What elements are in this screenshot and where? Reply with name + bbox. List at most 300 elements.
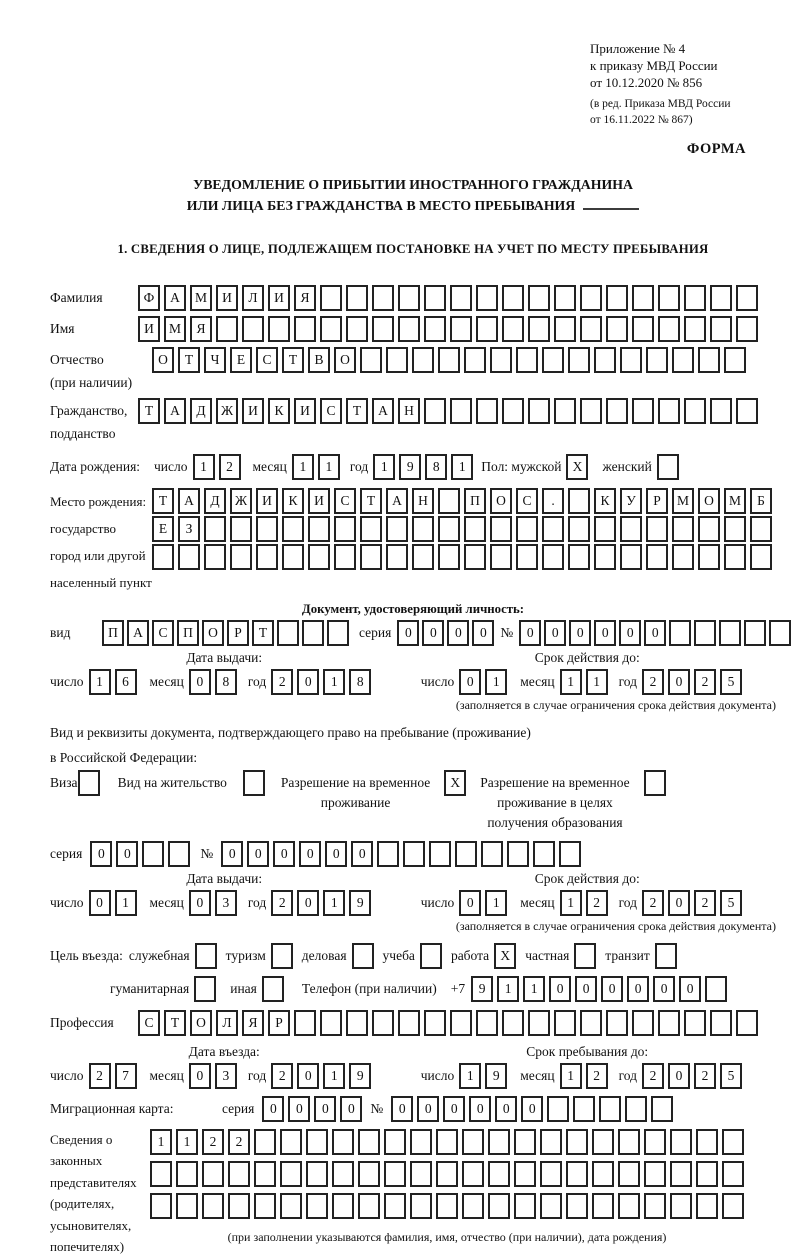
char-cell[interactable]: Т [178,347,200,373]
char-cell[interactable] [606,316,628,342]
char-cell[interactable]: 1 [115,890,137,916]
checkbox-male[interactable]: X [566,454,588,480]
char-cell[interactable]: 0 [262,1096,284,1122]
char-cell[interactable]: Т [252,620,274,646]
char-cell[interactable] [438,488,460,514]
char-cell[interactable] [488,1129,510,1155]
char-cell[interactable]: 0 [221,841,243,867]
char-cell[interactable] [736,285,758,311]
char-cell[interactable] [528,1010,550,1036]
char-cell[interactable] [592,1193,614,1219]
char-cell[interactable]: А [164,285,186,311]
char-cell[interactable]: 0 [472,620,494,646]
char-cell[interactable]: 1 [292,454,314,480]
char-cell[interactable] [320,285,342,311]
char-cell[interactable] [528,398,550,424]
char-cell[interactable] [230,544,252,570]
char-cell[interactable]: 0 [443,1096,465,1122]
char-cell[interactable] [696,1193,718,1219]
char-cell[interactable] [710,398,732,424]
char-cell[interactable]: У [620,488,642,514]
char-cell[interactable]: О [190,1010,212,1036]
char-cell[interactable] [384,1193,406,1219]
char-cell[interactable]: 0 [247,841,269,867]
char-cell[interactable]: 2 [694,669,716,695]
char-cell[interactable] [542,347,564,373]
char-cell[interactable] [142,841,164,867]
char-cell[interactable] [254,1193,276,1219]
char-cell[interactable] [277,620,299,646]
char-cell[interactable]: Д [204,488,226,514]
char-cell[interactable]: 0 [297,669,319,695]
char-cell[interactable]: 0 [594,620,616,646]
char-cell[interactable]: О [202,620,224,646]
char-cell[interactable] [436,1129,458,1155]
char-cell[interactable] [566,1161,588,1187]
char-cell[interactable] [507,841,529,867]
char-cell[interactable] [618,1193,640,1219]
char-cell[interactable] [204,544,226,570]
char-cell[interactable]: 9 [471,976,493,1002]
char-cell[interactable] [202,1193,224,1219]
char-cell[interactable] [514,1129,536,1155]
char-cell[interactable] [204,516,226,542]
checkbox-transit[interactable] [655,943,677,969]
char-cell[interactable]: 1 [373,454,395,480]
char-cell[interactable]: 2 [228,1129,250,1155]
char-cell[interactable] [410,1161,432,1187]
char-cell[interactable]: 1 [485,890,507,916]
char-cell[interactable] [620,516,642,542]
char-cell[interactable]: 0 [575,976,597,1002]
char-cell[interactable] [254,1129,276,1155]
char-cell[interactable]: 2 [642,1063,664,1089]
char-cell[interactable]: 1 [485,669,507,695]
char-cell[interactable]: 1 [318,454,340,480]
char-cell[interactable]: 1 [89,669,111,695]
char-cell[interactable] [658,285,680,311]
char-cell[interactable] [398,316,420,342]
char-cell[interactable] [632,398,654,424]
char-cell[interactable] [644,1129,666,1155]
char-cell[interactable]: 2 [89,1063,111,1089]
char-cell[interactable]: С [256,347,278,373]
char-cell[interactable]: Е [152,516,174,542]
char-cell[interactable] [750,544,772,570]
char-cell[interactable] [410,1193,432,1219]
char-cell[interactable]: 2 [271,890,293,916]
char-cell[interactable]: 0 [668,669,690,695]
char-cell[interactable]: 0 [314,1096,336,1122]
char-cell[interactable]: В [308,347,330,373]
char-cell[interactable]: А [372,398,394,424]
checkbox-tourism[interactable] [271,943,293,969]
char-cell[interactable]: Т [138,398,160,424]
char-cell[interactable] [178,544,200,570]
char-cell[interactable] [568,488,590,514]
char-cell[interactable] [644,1193,666,1219]
char-cell[interactable]: 9 [399,454,421,480]
char-cell[interactable] [386,516,408,542]
char-cell[interactable] [372,1010,394,1036]
char-cell[interactable]: 0 [325,841,347,867]
char-cell[interactable] [516,516,538,542]
char-cell[interactable] [658,1010,680,1036]
char-cell[interactable] [256,516,278,542]
char-cell[interactable] [644,1161,666,1187]
char-cell[interactable] [744,620,766,646]
char-cell[interactable]: 0 [601,976,623,1002]
char-cell[interactable]: 2 [642,669,664,695]
char-cell[interactable] [176,1193,198,1219]
char-cell[interactable] [594,544,616,570]
char-cell[interactable]: Р [268,1010,290,1036]
char-cell[interactable] [710,316,732,342]
char-cell[interactable] [476,1010,498,1036]
char-cell[interactable]: Т [282,347,304,373]
char-cell[interactable] [384,1161,406,1187]
char-cell[interactable]: Д [190,398,212,424]
char-cell[interactable]: 2 [271,1063,293,1089]
checkbox-other[interactable] [262,976,284,1002]
char-cell[interactable] [412,516,434,542]
char-cell[interactable]: 0 [417,1096,439,1122]
char-cell[interactable] [280,1129,302,1155]
char-cell[interactable] [455,841,477,867]
char-cell[interactable]: М [672,488,694,514]
char-cell[interactable] [516,544,538,570]
char-cell[interactable]: Ж [230,488,252,514]
char-cell[interactable] [736,316,758,342]
char-cell[interactable]: И [256,488,278,514]
char-cell[interactable]: 1 [459,1063,481,1089]
char-cell[interactable] [282,516,304,542]
char-cell[interactable]: И [242,398,264,424]
char-cell[interactable] [646,516,668,542]
char-cell[interactable] [719,620,741,646]
char-cell[interactable] [698,347,720,373]
char-cell[interactable]: Т [360,488,382,514]
char-cell[interactable] [672,544,694,570]
char-cell[interactable] [566,1129,588,1155]
char-cell[interactable] [372,316,394,342]
char-cell[interactable]: 0 [116,841,138,867]
checkbox-study[interactable] [420,943,442,969]
char-cell[interactable] [438,347,460,373]
char-cell[interactable]: 8 [349,669,371,695]
char-cell[interactable] [386,347,408,373]
char-cell[interactable]: 0 [351,841,373,867]
char-cell[interactable]: 0 [273,841,295,867]
char-cell[interactable]: А [178,488,200,514]
char-cell[interactable]: 5 [720,1063,742,1089]
char-cell[interactable] [554,398,576,424]
char-cell[interactable]: 0 [189,669,211,695]
char-cell[interactable] [464,544,486,570]
char-cell[interactable] [646,347,668,373]
char-cell[interactable] [651,1096,673,1122]
char-cell[interactable]: 0 [297,890,319,916]
char-cell[interactable] [332,1129,354,1155]
char-cell[interactable] [592,1161,614,1187]
char-cell[interactable]: С [516,488,538,514]
char-cell[interactable] [308,544,330,570]
char-cell[interactable]: 2 [586,890,608,916]
char-cell[interactable] [216,316,238,342]
checkbox-edu-residence-permit[interactable] [644,770,666,796]
char-cell[interactable]: 1 [193,454,215,480]
char-cell[interactable] [450,398,472,424]
char-cell[interactable] [658,316,680,342]
char-cell[interactable] [646,544,668,570]
char-cell[interactable] [450,316,472,342]
char-cell[interactable] [698,516,720,542]
char-cell[interactable] [488,1161,510,1187]
checkbox-visa[interactable] [78,770,100,796]
char-cell[interactable]: 9 [349,1063,371,1089]
char-cell[interactable]: 2 [271,669,293,695]
char-cell[interactable]: С [152,620,174,646]
char-cell[interactable] [242,316,264,342]
char-cell[interactable]: П [102,620,124,646]
char-cell[interactable] [705,976,727,1002]
char-cell[interactable] [490,347,512,373]
char-cell[interactable]: Р [646,488,668,514]
char-cell[interactable] [306,1129,328,1155]
char-cell[interactable] [542,544,564,570]
checkbox-temp-residence-permit[interactable]: X [444,770,466,796]
char-cell[interactable] [403,841,425,867]
char-cell[interactable] [670,1161,692,1187]
char-cell[interactable] [580,316,602,342]
char-cell[interactable] [228,1193,250,1219]
char-cell[interactable] [502,1010,524,1036]
char-cell[interactable] [540,1193,562,1219]
char-cell[interactable] [724,544,746,570]
char-cell[interactable] [696,1129,718,1155]
char-cell[interactable]: С [320,398,342,424]
char-cell[interactable]: П [177,620,199,646]
char-cell[interactable] [554,1010,576,1036]
char-cell[interactable] [360,544,382,570]
char-cell[interactable] [502,398,524,424]
char-cell[interactable] [320,316,342,342]
char-cell[interactable] [516,347,538,373]
char-cell[interactable] [462,1129,484,1155]
char-cell[interactable] [412,544,434,570]
char-cell[interactable] [302,620,324,646]
char-cell[interactable] [528,285,550,311]
char-cell[interactable] [672,347,694,373]
char-cell[interactable]: 1 [176,1129,198,1155]
char-cell[interactable] [268,316,290,342]
char-cell[interactable]: 2 [694,1063,716,1089]
char-cell[interactable] [450,285,472,311]
char-cell[interactable] [514,1193,536,1219]
char-cell[interactable] [360,347,382,373]
char-cell[interactable] [436,1193,458,1219]
char-cell[interactable]: 1 [323,890,345,916]
char-cell[interactable]: 0 [644,620,666,646]
checkbox-humanitarian[interactable] [194,976,216,1002]
char-cell[interactable]: 1 [523,976,545,1002]
char-cell[interactable] [568,544,590,570]
char-cell[interactable] [554,316,576,342]
char-cell[interactable] [438,516,460,542]
char-cell[interactable]: К [268,398,290,424]
char-cell[interactable] [750,516,772,542]
char-cell[interactable]: 0 [340,1096,362,1122]
checkbox-residence-permit[interactable] [243,770,265,796]
char-cell[interactable]: 0 [90,841,112,867]
char-cell[interactable]: 0 [422,620,444,646]
char-cell[interactable]: 0 [544,620,566,646]
char-cell[interactable]: 0 [288,1096,310,1122]
char-cell[interactable]: 0 [299,841,321,867]
char-cell[interactable] [398,285,420,311]
char-cell[interactable] [606,1010,628,1036]
char-cell[interactable] [618,1161,640,1187]
char-cell[interactable]: 1 [560,890,582,916]
char-cell[interactable]: Т [152,488,174,514]
char-cell[interactable] [320,1010,342,1036]
char-cell[interactable] [606,285,628,311]
char-cell[interactable]: К [594,488,616,514]
char-cell[interactable]: 3 [215,1063,237,1089]
char-cell[interactable] [436,1161,458,1187]
char-cell[interactable]: 1 [323,669,345,695]
char-cell[interactable]: . [542,488,564,514]
char-cell[interactable]: С [138,1010,160,1036]
char-cell[interactable] [476,398,498,424]
char-cell[interactable]: И [216,285,238,311]
char-cell[interactable] [625,1096,647,1122]
char-cell[interactable]: Ф [138,285,160,311]
char-cell[interactable]: М [164,316,186,342]
char-cell[interactable]: 0 [495,1096,517,1122]
char-cell[interactable]: 8 [215,669,237,695]
char-cell[interactable]: 0 [679,976,701,1002]
char-cell[interactable] [568,516,590,542]
char-cell[interactable] [632,1010,654,1036]
char-cell[interactable] [514,1161,536,1187]
char-cell[interactable]: 0 [521,1096,543,1122]
char-cell[interactable]: М [190,285,212,311]
char-cell[interactable]: 1 [497,976,519,1002]
char-cell[interactable] [580,1010,602,1036]
char-cell[interactable]: 0 [619,620,641,646]
char-cell[interactable]: И [268,285,290,311]
char-cell[interactable] [568,347,590,373]
char-cell[interactable] [462,1161,484,1187]
char-cell[interactable] [736,1010,758,1036]
char-cell[interactable]: 5 [720,890,742,916]
char-cell[interactable] [424,285,446,311]
char-cell[interactable] [386,544,408,570]
char-cell[interactable]: 0 [668,1063,690,1089]
char-cell[interactable] [592,1129,614,1155]
char-cell[interactable]: О [334,347,356,373]
char-cell[interactable]: К [282,488,304,514]
char-cell[interactable] [410,1129,432,1155]
char-cell[interactable] [230,516,252,542]
char-cell[interactable] [306,1193,328,1219]
char-cell[interactable]: 0 [459,669,481,695]
char-cell[interactable] [384,1129,406,1155]
char-cell[interactable] [372,285,394,311]
char-cell[interactable] [632,285,654,311]
char-cell[interactable]: Я [190,316,212,342]
char-cell[interactable]: А [127,620,149,646]
char-cell[interactable] [618,1129,640,1155]
char-cell[interactable] [412,347,434,373]
char-cell[interactable]: 3 [215,890,237,916]
char-cell[interactable] [554,285,576,311]
char-cell[interactable]: 2 [202,1129,224,1155]
char-cell[interactable]: 0 [469,1096,491,1122]
char-cell[interactable]: 0 [297,1063,319,1089]
char-cell[interactable] [168,841,190,867]
char-cell[interactable]: И [294,398,316,424]
char-cell[interactable] [280,1161,302,1187]
char-cell[interactable] [202,1161,224,1187]
char-cell[interactable]: 0 [549,976,571,1002]
char-cell[interactable] [606,398,628,424]
char-cell[interactable] [476,285,498,311]
char-cell[interactable] [533,841,555,867]
char-cell[interactable]: 0 [653,976,675,1002]
char-cell[interactable]: Е [230,347,252,373]
char-cell[interactable]: Т [346,398,368,424]
checkbox-work[interactable]: X [494,943,516,969]
char-cell[interactable] [542,516,564,542]
char-cell[interactable]: 8 [425,454,447,480]
char-cell[interactable] [594,347,616,373]
char-cell[interactable]: П [464,488,486,514]
checkbox-private[interactable] [574,943,596,969]
char-cell[interactable] [334,516,356,542]
char-cell[interactable] [599,1096,621,1122]
char-cell[interactable] [334,544,356,570]
char-cell[interactable]: 9 [485,1063,507,1089]
char-cell[interactable]: 0 [397,620,419,646]
char-cell[interactable] [358,1129,380,1155]
char-cell[interactable] [464,347,486,373]
char-cell[interactable]: 7 [115,1063,137,1089]
char-cell[interactable]: 0 [519,620,541,646]
char-cell[interactable]: 0 [627,976,649,1002]
char-cell[interactable] [710,285,732,311]
char-cell[interactable]: 2 [694,890,716,916]
char-cell[interactable]: 0 [89,890,111,916]
char-cell[interactable] [429,841,451,867]
char-cell[interactable] [306,1161,328,1187]
char-cell[interactable] [566,1193,588,1219]
char-cell[interactable] [620,347,642,373]
char-cell[interactable]: 6 [115,669,137,695]
char-cell[interactable]: 0 [189,1063,211,1089]
char-cell[interactable] [620,544,642,570]
checkbox-business[interactable] [352,943,374,969]
char-cell[interactable] [547,1096,569,1122]
char-cell[interactable] [282,544,304,570]
char-cell[interactable]: 1 [150,1129,172,1155]
char-cell[interactable] [280,1193,302,1219]
char-cell[interactable] [398,1010,420,1036]
char-cell[interactable] [559,841,581,867]
char-cell[interactable] [658,398,680,424]
char-cell[interactable] [490,544,512,570]
